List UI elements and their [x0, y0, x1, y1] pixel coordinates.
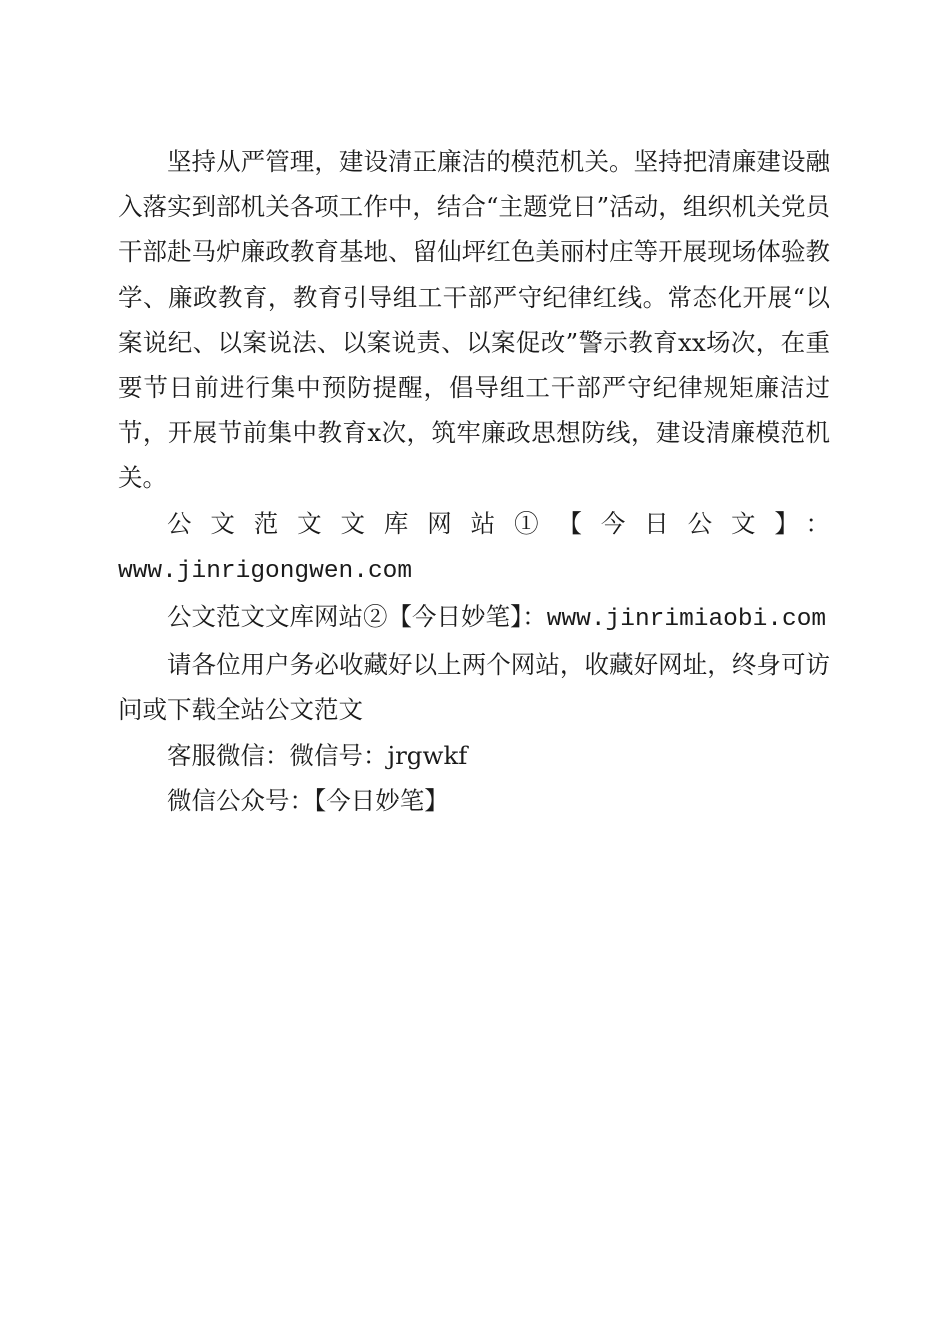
- notice-paragraph: 请各位用户务必收藏好以上两个网站，收藏好网址，终身可访问或下载全站公文范文: [118, 650, 830, 725]
- document-page: [118, 139, 830, 823]
- main-paragraph: 坚持从严管理，建设清正廉洁的模范机关。坚持把清廉建设融入落实到部机关各项工作中，结合“主题党日”活动，组织机关党员干部赴马炉廉政教育基地、留仙坪红色美丽村庄等开展现场体验教学、廉政教育，教育引导组工干部严守纪律红线。常态化开展“以案说纪、以案说法、以案说责、以案促改”警示教育xx场次，在重要节日前进行集中预防提醒，倡导组工干部严守纪律规矩廉洁过节，开展节前集中教育x次，筑牢廉政思想防线，建设清廉模范机关。: [118, 147, 830, 493]
- site2-line: [118, 594, 830, 642]
- site1-url[interactable]: [118, 546, 830, 594]
- wechat-service: 客服微信：微信号：jrgwkf: [167, 740, 468, 770]
- site1-url-text[interactable]: www.jinrigongwen.com: [118, 557, 413, 585]
- wechat-official: 微信公众号：【今日妙笔】: [167, 785, 449, 815]
- site2-url[interactable]: www.jinrimiaobi.com: [546, 606, 827, 634]
- site1-label: 公文范文文库网站①【今日公文】：: [167, 508, 830, 538]
- site2-label: 公文范文文库网站②【今日妙笔】：: [167, 602, 547, 632]
